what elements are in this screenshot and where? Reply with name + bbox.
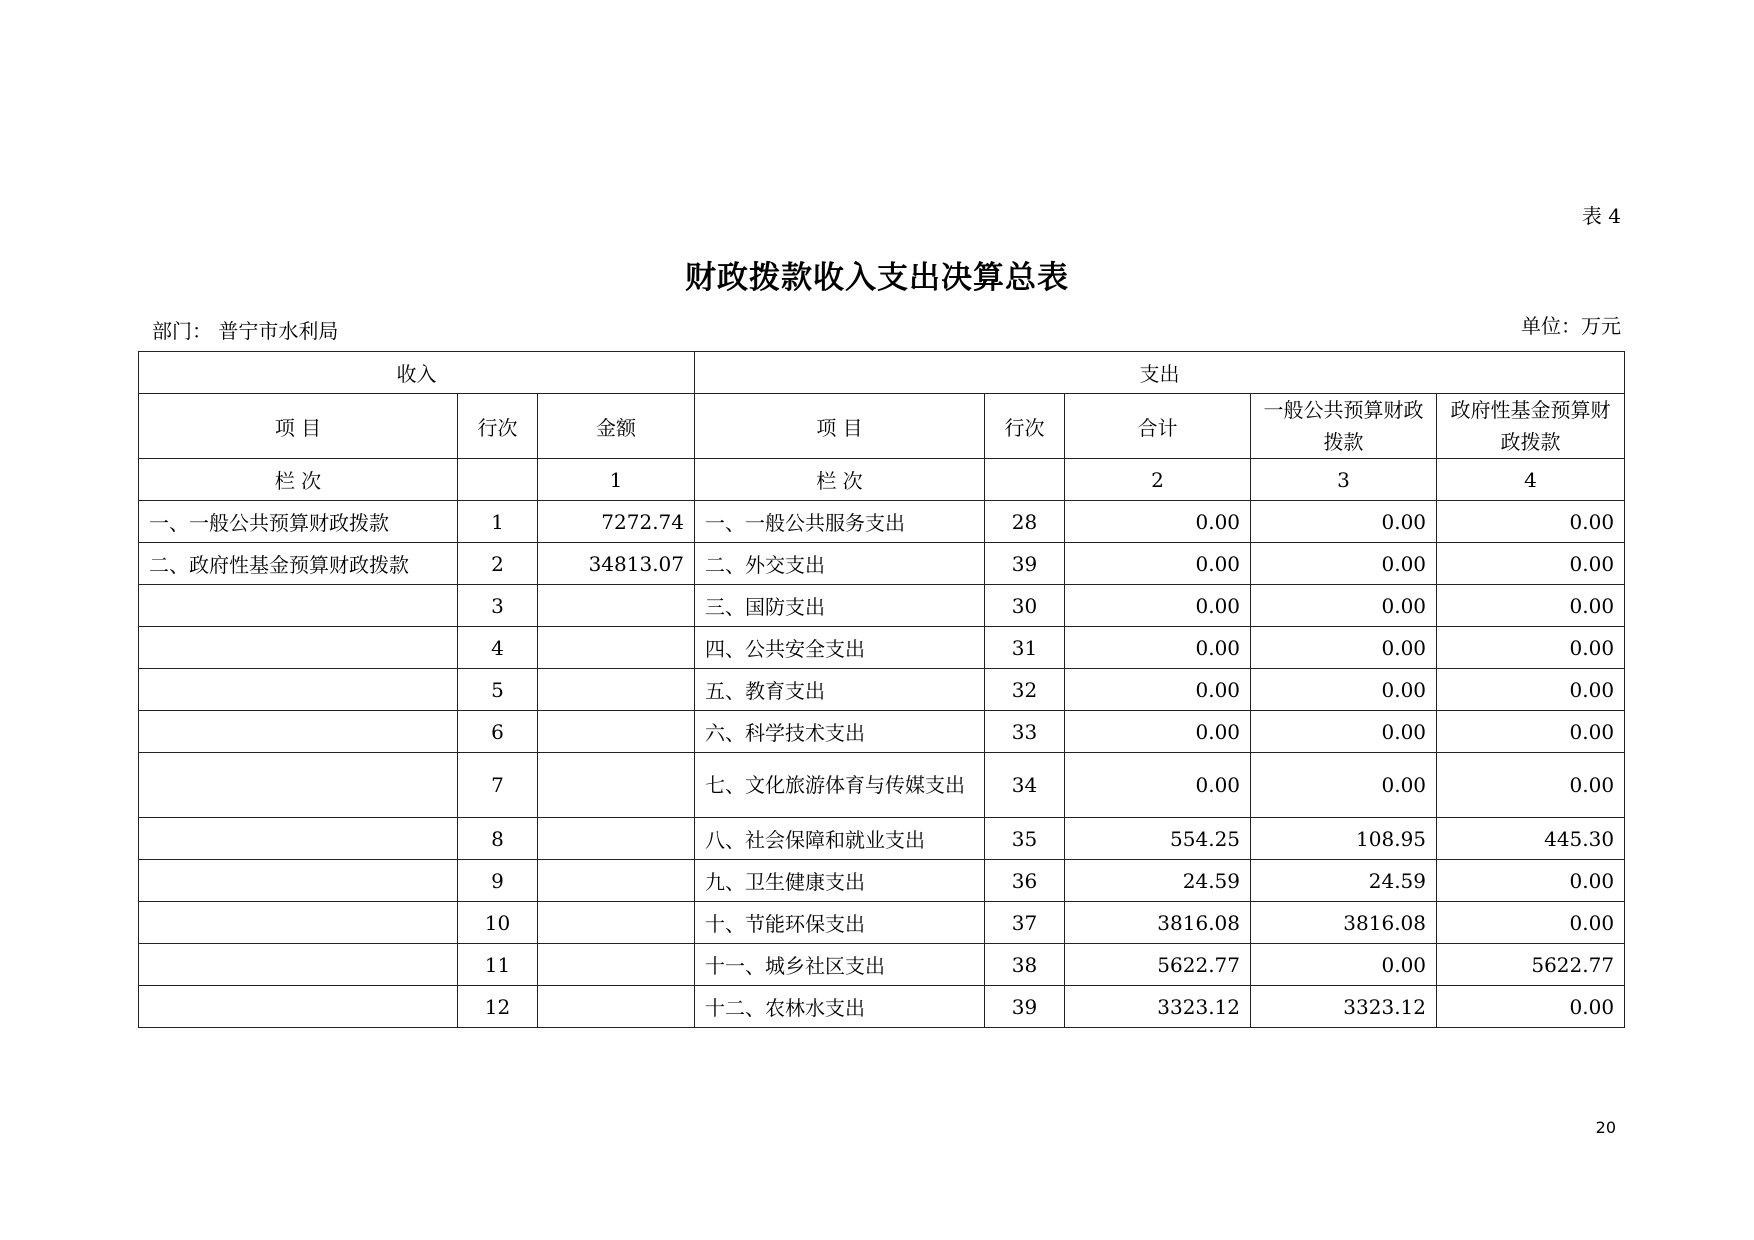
table-row (139, 944, 1625, 986)
income-header: 收入 (139, 352, 695, 394)
income-item-cell (139, 585, 458, 627)
general-budget-cell: 0.00 (1251, 944, 1437, 986)
total-cell: 0.00 (1065, 627, 1251, 669)
expense-item-cell: 十、节能环保支出 (695, 902, 985, 944)
total-cell: 554.25 (1065, 818, 1251, 860)
total-cell: 0.00 (1065, 543, 1251, 585)
expense-row-number: 38 (985, 944, 1065, 986)
fund-budget-cell: 0.00 (1437, 902, 1625, 944)
table-row (139, 753, 1625, 818)
col-total: 合计 (1065, 394, 1251, 459)
index-income-amount: 1 (538, 459, 695, 501)
index-label-income: 栏 次 (139, 459, 458, 501)
income-item-cell (139, 669, 458, 711)
budget-table (138, 351, 1625, 1028)
expense-row-number: 35 (985, 818, 1065, 860)
expense-item-cell: 一、一般公共服务支出 (695, 501, 985, 543)
table-row (139, 501, 1625, 543)
index-label-expense: 栏 次 (695, 459, 985, 501)
expense-row-number: 39 (985, 986, 1065, 1028)
col-income-row: 行次 (458, 394, 538, 459)
fund-budget-cell: 0.00 (1437, 627, 1625, 669)
column-index-row (139, 459, 1625, 501)
table-row (139, 902, 1625, 944)
fund-budget-cell: 0.00 (1437, 669, 1625, 711)
income-row-number: 2 (458, 543, 538, 585)
index-total: 2 (1065, 459, 1251, 501)
general-budget-cell: 0.00 (1251, 585, 1437, 627)
income-row-number: 3 (458, 585, 538, 627)
expense-item-cell: 四、公共安全支出 (695, 627, 985, 669)
income-amount-cell: 7272.74 (538, 501, 695, 543)
income-row-number: 6 (458, 711, 538, 753)
income-row-number: 1 (458, 501, 538, 543)
expense-item-cell: 八、社会保障和就业支出 (695, 818, 985, 860)
income-amount-cell (538, 902, 695, 944)
general-budget-cell: 0.00 (1251, 753, 1437, 818)
income-row-number: 5 (458, 669, 538, 711)
income-amount-cell (538, 669, 695, 711)
income-amount-cell (538, 585, 695, 627)
department-label: 部门： 普宁市水利局 (152, 319, 339, 343)
total-cell: 0.00 (1065, 669, 1251, 711)
expense-item-cell: 十一、城乡社区支出 (695, 944, 985, 986)
table-row (139, 543, 1625, 585)
table-row (139, 669, 1625, 711)
total-cell: 0.00 (1065, 585, 1251, 627)
income-item-cell (139, 818, 458, 860)
table-number: 表 4 (1581, 204, 1621, 228)
general-budget-cell: 0.00 (1251, 543, 1437, 585)
fund-budget-cell: 445.30 (1437, 818, 1625, 860)
fund-budget-cell: 0.00 (1437, 860, 1625, 902)
unit-label: 单位：万元 (1521, 314, 1621, 338)
col-general-budget: 一般公共预算财政拨款 (1251, 394, 1437, 459)
general-budget-cell: 3323.12 (1251, 986, 1437, 1028)
income-amount-cell (538, 944, 695, 986)
expense-item-cell: 三、国防支出 (695, 585, 985, 627)
total-cell: 5622.77 (1065, 944, 1251, 986)
expense-row-number: 32 (985, 669, 1065, 711)
income-item-cell (139, 944, 458, 986)
total-cell: 0.00 (1065, 501, 1251, 543)
income-item-cell (139, 627, 458, 669)
fund-budget-cell: 0.00 (1437, 501, 1625, 543)
index-fund: 4 (1437, 459, 1625, 501)
expense-item-cell: 九、卫生健康支出 (695, 860, 985, 902)
expense-item-cell: 六、科学技术支出 (695, 711, 985, 753)
income-item-cell: 一、一般公共预算财政拨款 (139, 501, 458, 543)
income-item-cell (139, 860, 458, 902)
general-budget-cell: 108.95 (1251, 818, 1437, 860)
table-row (139, 860, 1625, 902)
expense-item-cell: 二、外交支出 (695, 543, 985, 585)
table-row (139, 711, 1625, 753)
income-row-number: 8 (458, 818, 538, 860)
column-header-row (139, 394, 1625, 459)
general-budget-cell: 0.00 (1251, 501, 1437, 543)
general-budget-cell: 0.00 (1251, 627, 1437, 669)
fund-budget-cell: 0.00 (1437, 986, 1625, 1028)
income-row-number: 12 (458, 986, 538, 1028)
income-item-cell (139, 902, 458, 944)
income-item-cell (139, 753, 458, 818)
income-amount-cell (538, 711, 695, 753)
total-cell: 3816.08 (1065, 902, 1251, 944)
expense-row-number: 33 (985, 711, 1065, 753)
income-amount-cell (538, 986, 695, 1028)
fund-budget-cell: 0.00 (1437, 585, 1625, 627)
income-row-number: 7 (458, 753, 538, 818)
expense-header: 支出 (695, 352, 1625, 394)
income-amount-cell (538, 753, 695, 818)
income-row-number: 10 (458, 902, 538, 944)
col-expense-row: 行次 (985, 394, 1065, 459)
expense-row-number: 28 (985, 501, 1065, 543)
table-row (139, 818, 1625, 860)
fund-budget-cell: 0.00 (1437, 711, 1625, 753)
expense-item-cell: 七、文化旅游体育与传媒支出 (695, 753, 985, 818)
general-budget-cell: 0.00 (1251, 711, 1437, 753)
fund-budget-cell: 5622.77 (1437, 944, 1625, 986)
income-amount-cell: 34813.07 (538, 543, 695, 585)
expense-row-number: 39 (985, 543, 1065, 585)
total-cell: 3323.12 (1065, 986, 1251, 1028)
table-row (139, 627, 1625, 669)
expense-row-number: 31 (985, 627, 1065, 669)
col-expense-item: 项 目 (695, 394, 985, 459)
index-expense-row (985, 459, 1065, 501)
total-cell: 24.59 (1065, 860, 1251, 902)
col-fund-budget: 政府性基金预算财政拨款 (1437, 394, 1625, 459)
expense-row-number: 36 (985, 860, 1065, 902)
income-row-number: 4 (458, 627, 538, 669)
income-item-cell (139, 711, 458, 753)
expense-row-number: 34 (985, 753, 1065, 818)
general-budget-cell: 24.59 (1251, 860, 1437, 902)
section-header-row (139, 352, 1625, 394)
expense-row-number: 30 (985, 585, 1065, 627)
general-budget-cell: 3816.08 (1251, 902, 1437, 944)
income-row-number: 11 (458, 944, 538, 986)
total-cell: 0.00 (1065, 753, 1251, 818)
expense-item-cell: 五、教育支出 (695, 669, 985, 711)
income-amount-cell (538, 627, 695, 669)
col-income-amount: 金额 (538, 394, 695, 459)
fund-budget-cell: 0.00 (1437, 543, 1625, 585)
income-amount-cell (538, 818, 695, 860)
expense-row-number: 37 (985, 902, 1065, 944)
fund-budget-cell: 0.00 (1437, 753, 1625, 818)
page-title: 财政拨款收入支出决算总表 (685, 260, 1069, 296)
col-income-item: 项 目 (139, 394, 458, 459)
income-row-number: 9 (458, 860, 538, 902)
index-income-row (458, 459, 538, 501)
table-row (139, 986, 1625, 1028)
page-number: 20 (1595, 1118, 1616, 1137)
expense-item-cell: 十二、农林水支出 (695, 986, 985, 1028)
index-general: 3 (1251, 459, 1437, 501)
general-budget-cell: 0.00 (1251, 669, 1437, 711)
income-item-cell: 二、政府性基金预算财政拨款 (139, 543, 458, 585)
income-item-cell (139, 986, 458, 1028)
total-cell: 0.00 (1065, 711, 1251, 753)
income-amount-cell (538, 860, 695, 902)
table-row (139, 585, 1625, 627)
